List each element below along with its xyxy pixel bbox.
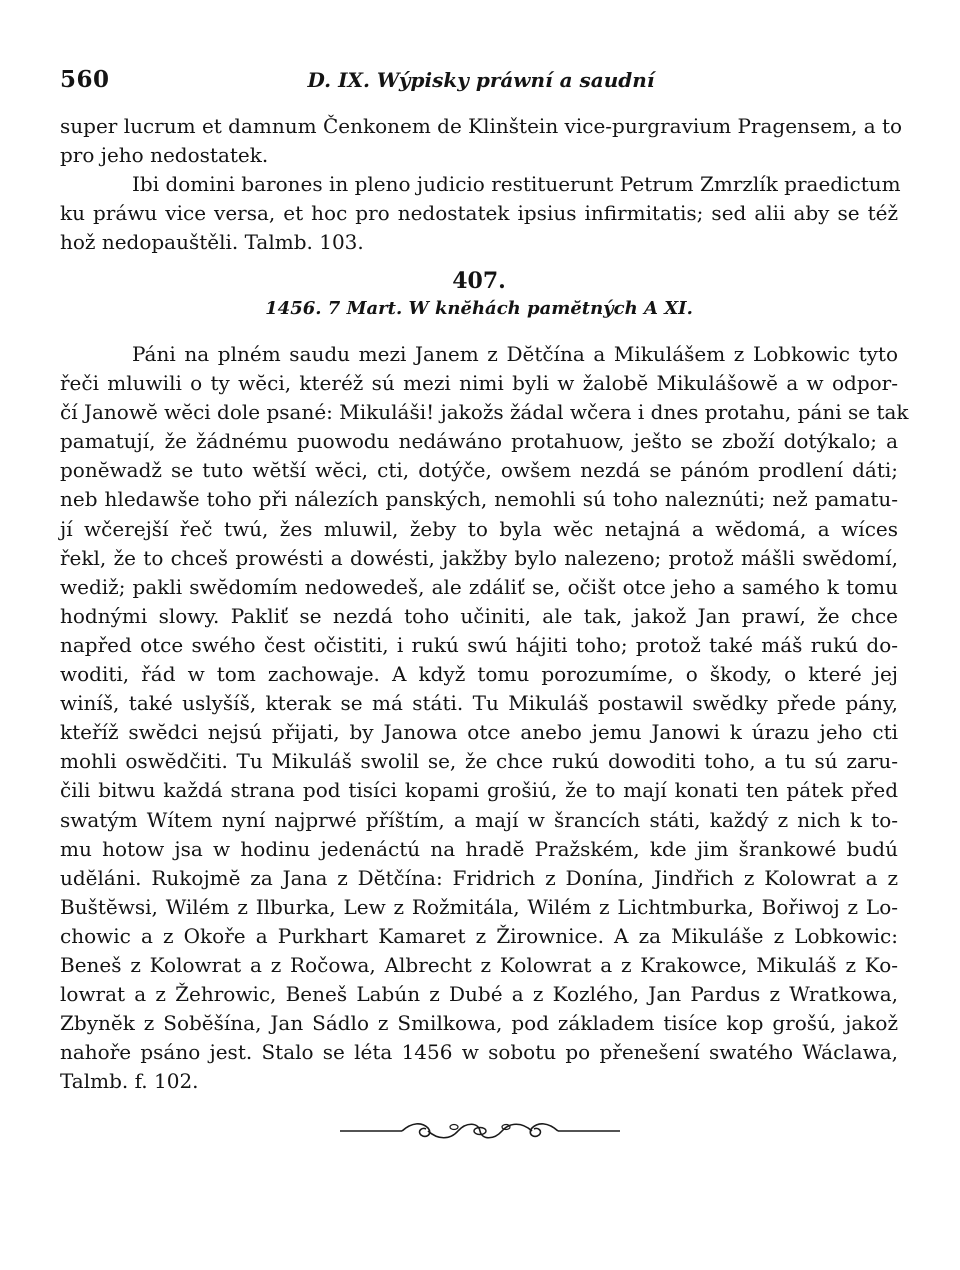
text-line: mu hotow jsa w hodinu jedenáctú na hradĕ Pražském, kde jim šrankowé budú: [60, 836, 898, 861]
text-line: neb hledawše toho při nálezích panských, nemohli sú toho naleznúti; než pamatu-: [60, 487, 898, 512]
text-line: lowrat a z Žehrowic, Beneš Labún z Dubé a z Kozlého, Jan Pardus z Wratkowa,: [60, 982, 898, 1007]
text-line: mohli oswĕdčiti. Tu Mikuláš swolil se, že chce rukú dowoditi toho, a tu sú zaru-: [60, 749, 898, 774]
page-header: [60, 66, 902, 96]
running-head: D. IX. Wýpisky práwní a saudní: [307, 68, 655, 92]
text-line: Ibi domini barones in pleno judicio restituerunt Petrum Zmrzlík praedictum: [132, 172, 901, 197]
text-line: Buštĕwsi, Wilém z Ilburka, Lew z Rožmitála, Wilém z Lichtmburka, Bořiwoj z Lo-: [60, 894, 898, 919]
text-line: pro jeho nedostatek.: [60, 143, 269, 168]
text-line: napřed otce swého čest očistiti, i rukú swú hájiti toho; protož také máš rukú do-: [60, 632, 898, 657]
text-line: Talmb. f. 102.: [60, 1069, 199, 1094]
text-line: nahoře psáno jest. Stalo se léta 1456 w sobotu po přenešení swatého Wáclawa,: [60, 1040, 898, 1065]
text-line: hodnými slowy. Pakliť se nezdá toho učiniti, ale tak, jakož Jan prawí, že chce: [60, 603, 898, 628]
top-paragraphs: [60, 112, 903, 257]
text-line: Páni na plném saudu mezi Janem z Dĕtčína a Mikulášem z Lobkowic tyto: [132, 342, 898, 366]
text-line: ku práwu vice versa, et hoc pro nedostatek ipsius infirmitatis; sed alii aby se též: [60, 201, 898, 226]
text-line: hož nedopauštěli. Talmb. 103.: [60, 230, 364, 255]
text-line: woditi, řád w tom zachowaje. A když tomu porozumíme, o škody, o které jej: [60, 662, 898, 687]
text-line: řeči mluwili o ty wĕci, kteréž sú mezi nimi byli w žalobĕ Mikulášowĕ a w odpor-: [60, 371, 898, 396]
text-line: Zbynĕk z Sobĕšína, Jan Sádlo z Smilkowa, pod základem tisíce kop grošú, jakož: [60, 1011, 898, 1036]
text-line: chowic a z Okoře a Purkhart Kamaret z Žirownice. A za Mikuláše z Lobkowic:: [60, 923, 898, 948]
entry-number: 407.: [452, 268, 506, 294]
text-line: wediž; pakli swĕdomím nedowedeš, ale zdáliť se, očišt otce jeho a samého k tomu: [60, 574, 898, 599]
text-line: udĕláni. Rukojmĕ za Jana z Dĕtčína: Fridrich z Donína, Jindřich z Kolowrat a z: [60, 865, 898, 890]
entry-body: [60, 340, 909, 1096]
text-line: řekl, že to chceš prowésti a dowésti, jakžby bylo nalezeno; protož mášli swĕdomí,: [60, 545, 898, 570]
text-line: super lucrum et damnum Čenkonem de Klinštein vice-purgravium Pragensem, a to: [60, 114, 903, 138]
ornament-divider-icon: [330, 1116, 630, 1146]
text-line: ponĕwadž se tuto wĕtší wĕci, cti, dotýče, owšem nezdá se pánóm prodlení dáti;: [60, 458, 898, 483]
entry-date-line: 1456. 7 Mart. W knĕhách pamĕtných A XI.: [265, 298, 693, 319]
text-line: Beneš z Kolowrat a z Ročowa, Albrecht z Kolowrat a z Krakowce, Mikuláš z Ko-: [60, 952, 898, 977]
text-line: kteříž swĕdci nejsú přijati, by Janowa otce anebo jemu Janowi k úrazu jeho cti: [60, 720, 898, 745]
text-line: swatým Wítem nyní najprwé příštím, a mají w šrancích státi, každý z nich k to-: [60, 807, 898, 832]
text-line: winíš, také uslyšíš, kterak se má státi. Tu Mikuláš postawil swĕdky přede pány,: [60, 691, 898, 716]
text-line: čí Janowĕ wĕci dole psané: Mikuláši! jakožs žádal wčera i dnes protahu, páni se tak: [60, 400, 909, 425]
text-line: čili bitwu každá strana pod tisíci kopami grošiú, že to mají konati ten pátek před: [60, 778, 898, 803]
page-number: 560: [60, 66, 110, 93]
text-line: jí wčerejší řeč twú, žes mluwil, žeby to byla wĕc netajná a wĕdomá, a wíces: [60, 516, 898, 541]
text-line: pamatují, že žádnému puowodu nedáwáno protahuow, ješto se zboží dotýkalo; a: [60, 429, 898, 454]
